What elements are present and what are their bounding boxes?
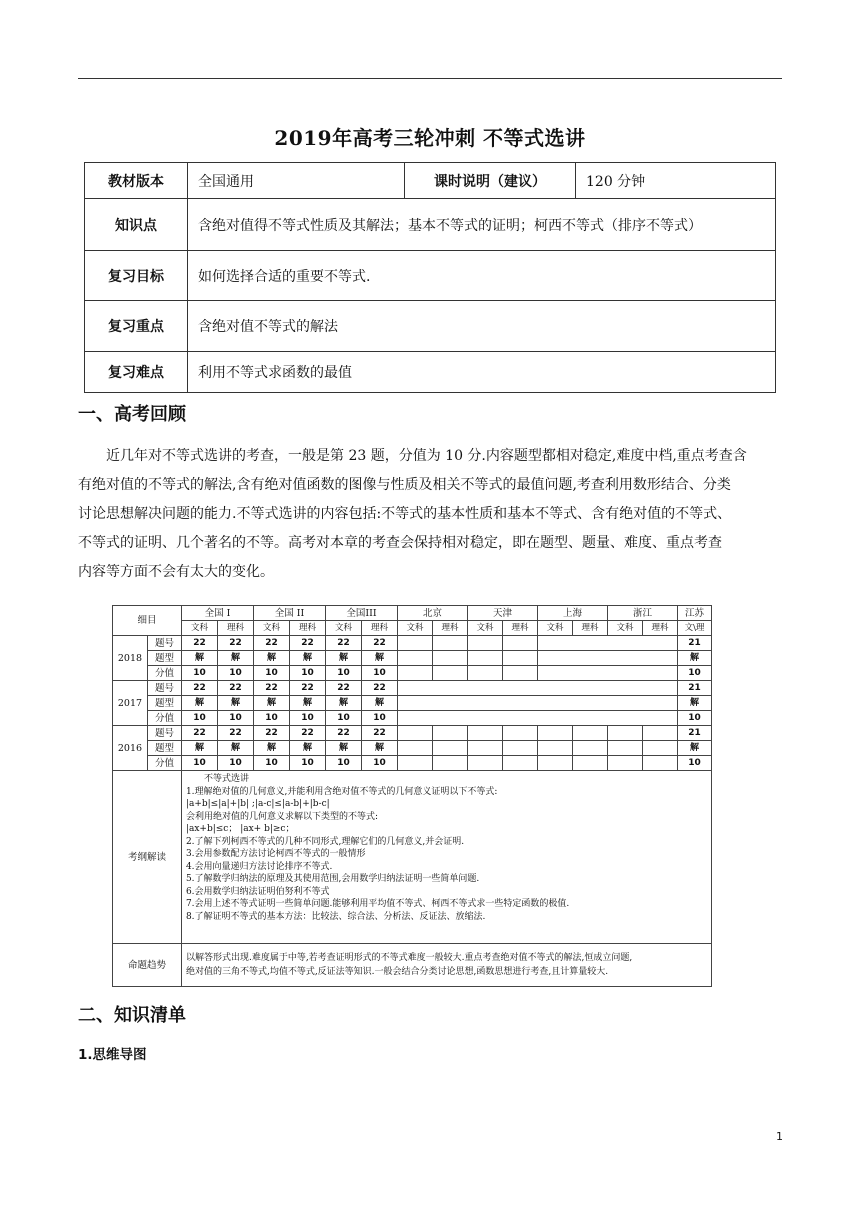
table-row xyxy=(113,741,712,756)
outline-row xyxy=(113,771,712,944)
cell xyxy=(433,666,468,681)
cell: 22 xyxy=(217,636,253,651)
corner-header: 细目 xyxy=(113,606,182,636)
table-row xyxy=(113,711,712,726)
cell: 解 xyxy=(217,696,253,711)
subject-wen: 文科 xyxy=(468,621,503,636)
region-header: 全国 I xyxy=(181,606,253,621)
outline-line: 5.了解数学归纳法的原理及其使用范围,会用数学归纳法证明一些简单问题. xyxy=(185,874,480,884)
cell xyxy=(608,741,643,756)
region-header: 浙江 xyxy=(608,606,678,621)
cell: 10 xyxy=(362,666,398,681)
cell xyxy=(503,726,538,741)
cell: 21 xyxy=(678,681,712,696)
cell: 22 xyxy=(217,681,253,696)
cell: 解 xyxy=(326,651,362,666)
table-row xyxy=(113,666,712,681)
cell xyxy=(538,756,573,771)
cell: 21 xyxy=(678,636,712,651)
info-label: 复习难点 xyxy=(85,352,188,393)
cell xyxy=(398,666,433,681)
subject-li: 理科 xyxy=(643,621,678,636)
cell: 10 xyxy=(217,666,253,681)
cell xyxy=(503,636,538,651)
row-label: 题型 xyxy=(147,741,181,756)
subject-li: 理科 xyxy=(290,621,326,636)
outline-line: 不等式选讲 xyxy=(203,774,249,784)
cell: 10 xyxy=(217,756,253,771)
cell: 解 xyxy=(290,696,326,711)
info-label: 教材版本 xyxy=(85,163,188,199)
paragraph-line: 内容等方面不会有太大的变化。 xyxy=(78,564,274,580)
table-row xyxy=(113,636,712,651)
cell: 10 xyxy=(678,711,712,726)
subject-wen: 文科 xyxy=(253,621,289,636)
table-row xyxy=(113,651,712,666)
cell xyxy=(643,756,678,771)
outline-line: 8.了解证明不等式的基本方法：比较法、综合法、分析法、反证法、放缩法. xyxy=(185,911,486,922)
cell: 22 xyxy=(253,726,289,741)
cell: 10 xyxy=(290,711,326,726)
cell xyxy=(643,726,678,741)
outline-line: |a+b|≤|a|+|b| ;|a-c|≤|a-b|+|b-c| xyxy=(185,799,330,809)
cell: 22 xyxy=(253,681,289,696)
cell xyxy=(538,651,678,666)
info-label: 知识点 xyxy=(85,199,188,251)
outline-line: 3.会用参数配方法讨论柯西不等式的一般情形 xyxy=(185,849,366,859)
cell xyxy=(468,756,503,771)
trend-line: 以解答形式出现.难度属于中等,若考查证明形式的不等式难度一般较大.重点考查绝对值不等式的解法,恒成立问题, xyxy=(185,953,633,963)
cell: 解 xyxy=(362,651,398,666)
cell: 22 xyxy=(181,726,217,741)
cell xyxy=(468,651,503,666)
region-header: 全国III xyxy=(326,606,398,621)
cell xyxy=(538,741,573,756)
cell: 解 xyxy=(253,741,289,756)
cell: 10 xyxy=(253,756,289,771)
info-row-difficulty xyxy=(85,352,776,393)
paragraph-line: 近几年对不等式选讲的考查，一般是第 23 题，分值为 10 分.内容题型都相对稳定,难度中档,重点考查含 xyxy=(106,448,747,464)
outline-label: 考纲解读 xyxy=(113,771,182,944)
region-header: 全国 II xyxy=(253,606,325,621)
cell: 10 xyxy=(678,666,712,681)
subject-li: 理科 xyxy=(433,621,468,636)
cell: 10 xyxy=(253,711,289,726)
cell: 10 xyxy=(326,756,362,771)
cell: 10 xyxy=(181,756,217,771)
cell xyxy=(503,651,538,666)
outline-content xyxy=(181,771,711,944)
header-rule xyxy=(78,78,782,79)
exam-analysis-table xyxy=(112,605,712,987)
cell xyxy=(468,726,503,741)
info-label: 课时说明（建议） xyxy=(405,163,576,199)
cell xyxy=(398,651,433,666)
cell: 22 xyxy=(362,681,398,696)
cell: 解 xyxy=(678,741,712,756)
cell xyxy=(433,651,468,666)
section-heading-knowledge: 二、知识清单 xyxy=(78,1005,186,1026)
trend-line: 绝对值的三角不等式,均值不等式,反证法等知识.一般会结合分类讨论思想,函数思想进行考查,且计算量较大. xyxy=(185,967,609,977)
cell: 解 xyxy=(217,741,253,756)
subject-wen: 文科 xyxy=(326,621,362,636)
subject-jiangsu: 文\理 xyxy=(678,621,712,636)
paragraph-line: 不等式的证明、几个著名的不等。高考对本章的考查会保持相对稳定，即在题型、题量、难度、重点考查 xyxy=(78,535,722,551)
outline-line: 会利用绝对值的几何意义求解以下类型的不等式: xyxy=(185,811,378,822)
info-row-knowledge xyxy=(85,199,776,251)
info-row-goal xyxy=(85,251,776,301)
outline-line: 4.会用向量递归方法讨论排序不等式. xyxy=(185,861,333,872)
outline-line: 1.理解绝对值的几何意义,并能利用含绝对值不等式的几何意义证明以下不等式: xyxy=(185,786,498,797)
cell: 解 xyxy=(362,696,398,711)
cell xyxy=(433,741,468,756)
info-value: 含绝对值得不等式性质及其解法；基本不等式的证明；柯西不等式（排序不等式） xyxy=(188,199,776,251)
table-row xyxy=(113,681,712,696)
subject-wen: 文科 xyxy=(538,621,573,636)
cell: 22 xyxy=(290,681,326,696)
cell: 22 xyxy=(326,636,362,651)
cell: 解 xyxy=(181,696,217,711)
cell: 10 xyxy=(253,666,289,681)
cell xyxy=(573,756,608,771)
cell xyxy=(503,666,538,681)
info-value: 利用不等式求函数的最值 xyxy=(188,352,776,393)
subject-li: 理科 xyxy=(573,621,608,636)
subject-wen: 文科 xyxy=(608,621,643,636)
cell xyxy=(608,756,643,771)
region-header: 江苏 xyxy=(678,606,712,621)
cell xyxy=(573,741,608,756)
cell: 22 xyxy=(253,636,289,651)
row-label: 分值 xyxy=(147,666,181,681)
cell: 10 xyxy=(290,666,326,681)
subject-wen: 文科 xyxy=(181,621,217,636)
subject-li: 理科 xyxy=(362,621,398,636)
cell: 22 xyxy=(181,681,217,696)
cell xyxy=(398,681,678,696)
row-label: 分值 xyxy=(147,711,181,726)
cell: 10 xyxy=(290,756,326,771)
cell: 解 xyxy=(253,696,289,711)
cell xyxy=(538,666,678,681)
subsection-heading: 1.思维导图 xyxy=(78,1047,147,1063)
row-label: 题型 xyxy=(147,651,181,666)
region-header: 北京 xyxy=(398,606,468,621)
region-header: 天津 xyxy=(468,606,538,621)
outline-line: 7.会用上述不等式证明一些简单问题.能够利用平均值不等式、柯西不等式求一些特定函数的极值. xyxy=(185,899,570,909)
cell: 10 xyxy=(326,711,362,726)
cell: 解 xyxy=(181,741,217,756)
cell: 21 xyxy=(678,726,712,741)
row-label: 题号 xyxy=(147,681,181,696)
info-value: 含绝对值不等式的解法 xyxy=(188,301,776,352)
cell: 解 xyxy=(678,651,712,666)
section-heading-review: 一、高考回顾 xyxy=(78,404,186,425)
table-row xyxy=(113,756,712,771)
cell: 22 xyxy=(326,681,362,696)
cell: 10 xyxy=(362,756,398,771)
info-label: 复习重点 xyxy=(85,301,188,352)
subject-wen: 文科 xyxy=(398,621,433,636)
cell xyxy=(433,726,468,741)
cell: 10 xyxy=(326,666,362,681)
cell xyxy=(398,726,433,741)
course-info-table xyxy=(84,162,776,393)
row-label: 题号 xyxy=(147,636,181,651)
cell: 解 xyxy=(326,741,362,756)
year-cell: 2018 xyxy=(113,636,148,681)
cell xyxy=(398,696,678,711)
cell: 22 xyxy=(326,726,362,741)
cell xyxy=(608,726,643,741)
trend-label: 命题趋势 xyxy=(113,944,182,987)
cell xyxy=(433,756,468,771)
cell xyxy=(398,636,433,651)
info-row-focus xyxy=(85,301,776,352)
cell: 10 xyxy=(181,711,217,726)
table-row xyxy=(113,726,712,741)
cell xyxy=(538,726,573,741)
cell: 解 xyxy=(290,651,326,666)
cell xyxy=(468,636,503,651)
cell: 10 xyxy=(217,711,253,726)
subject-li: 理科 xyxy=(503,621,538,636)
cell: 解 xyxy=(253,651,289,666)
cell xyxy=(503,756,538,771)
row-label: 题型 xyxy=(147,696,181,711)
cell xyxy=(573,726,608,741)
cell: 22 xyxy=(290,726,326,741)
cell: 10 xyxy=(181,666,217,681)
cell: 22 xyxy=(362,636,398,651)
paragraph-line: 讨论思想解决问题的能力.不等式选讲的内容包括:不等式的基本性质和基本不等式、含有绝对值的不等式、 xyxy=(78,506,732,522)
subject-li: 理科 xyxy=(217,621,253,636)
cell xyxy=(468,741,503,756)
page-number: 1 xyxy=(776,1130,783,1143)
cell: 10 xyxy=(362,711,398,726)
region-header: 上海 xyxy=(538,606,608,621)
info-value: 全国通用 xyxy=(188,163,405,199)
row-label: 题号 xyxy=(147,726,181,741)
outline-line: |ax+b|≤c； |ax+ b|≥c； xyxy=(185,824,295,834)
info-value: 如何选择合适的重要不等式. xyxy=(188,251,776,301)
year-cell: 2017 xyxy=(113,681,148,726)
cell xyxy=(468,666,503,681)
cell: 22 xyxy=(217,726,253,741)
cell: 10 xyxy=(678,756,712,771)
cell: 解 xyxy=(362,741,398,756)
cell: 22 xyxy=(181,636,217,651)
trend-row xyxy=(113,944,712,987)
review-paragraph xyxy=(78,442,784,587)
info-row-edition xyxy=(85,163,776,199)
cell xyxy=(398,756,433,771)
outline-line: 6.会用数学归纳法证明伯努利不等式 xyxy=(185,886,330,897)
cell: 解 xyxy=(181,651,217,666)
paragraph-line: 有绝对值的不等式的解法,含有绝对值函数的图像与性质及相关不等式的最值问题,考查利用数形结合、分类 xyxy=(78,477,731,493)
page-title: 2019年高考三轮冲刺 不等式选讲 xyxy=(274,126,586,150)
cell xyxy=(433,636,468,651)
cell xyxy=(538,636,678,651)
table-row xyxy=(113,696,712,711)
cell xyxy=(643,741,678,756)
cell: 解 xyxy=(326,696,362,711)
cell: 22 xyxy=(362,726,398,741)
info-label: 复习目标 xyxy=(85,251,188,301)
cell xyxy=(398,711,678,726)
trend-content xyxy=(181,944,711,987)
cell xyxy=(398,741,433,756)
cell: 解 xyxy=(290,741,326,756)
outline-line: 2.了解下列柯西不等式的几种不同形式,理解它们的几何意义,并会证明. xyxy=(185,836,465,847)
year-cell: 2016 xyxy=(113,726,148,771)
cell: 解 xyxy=(217,651,253,666)
row-label: 分值 xyxy=(147,756,181,771)
cell: 解 xyxy=(678,696,712,711)
cell: 22 xyxy=(290,636,326,651)
cell xyxy=(503,741,538,756)
info-value: 120 分钟 xyxy=(576,163,776,199)
